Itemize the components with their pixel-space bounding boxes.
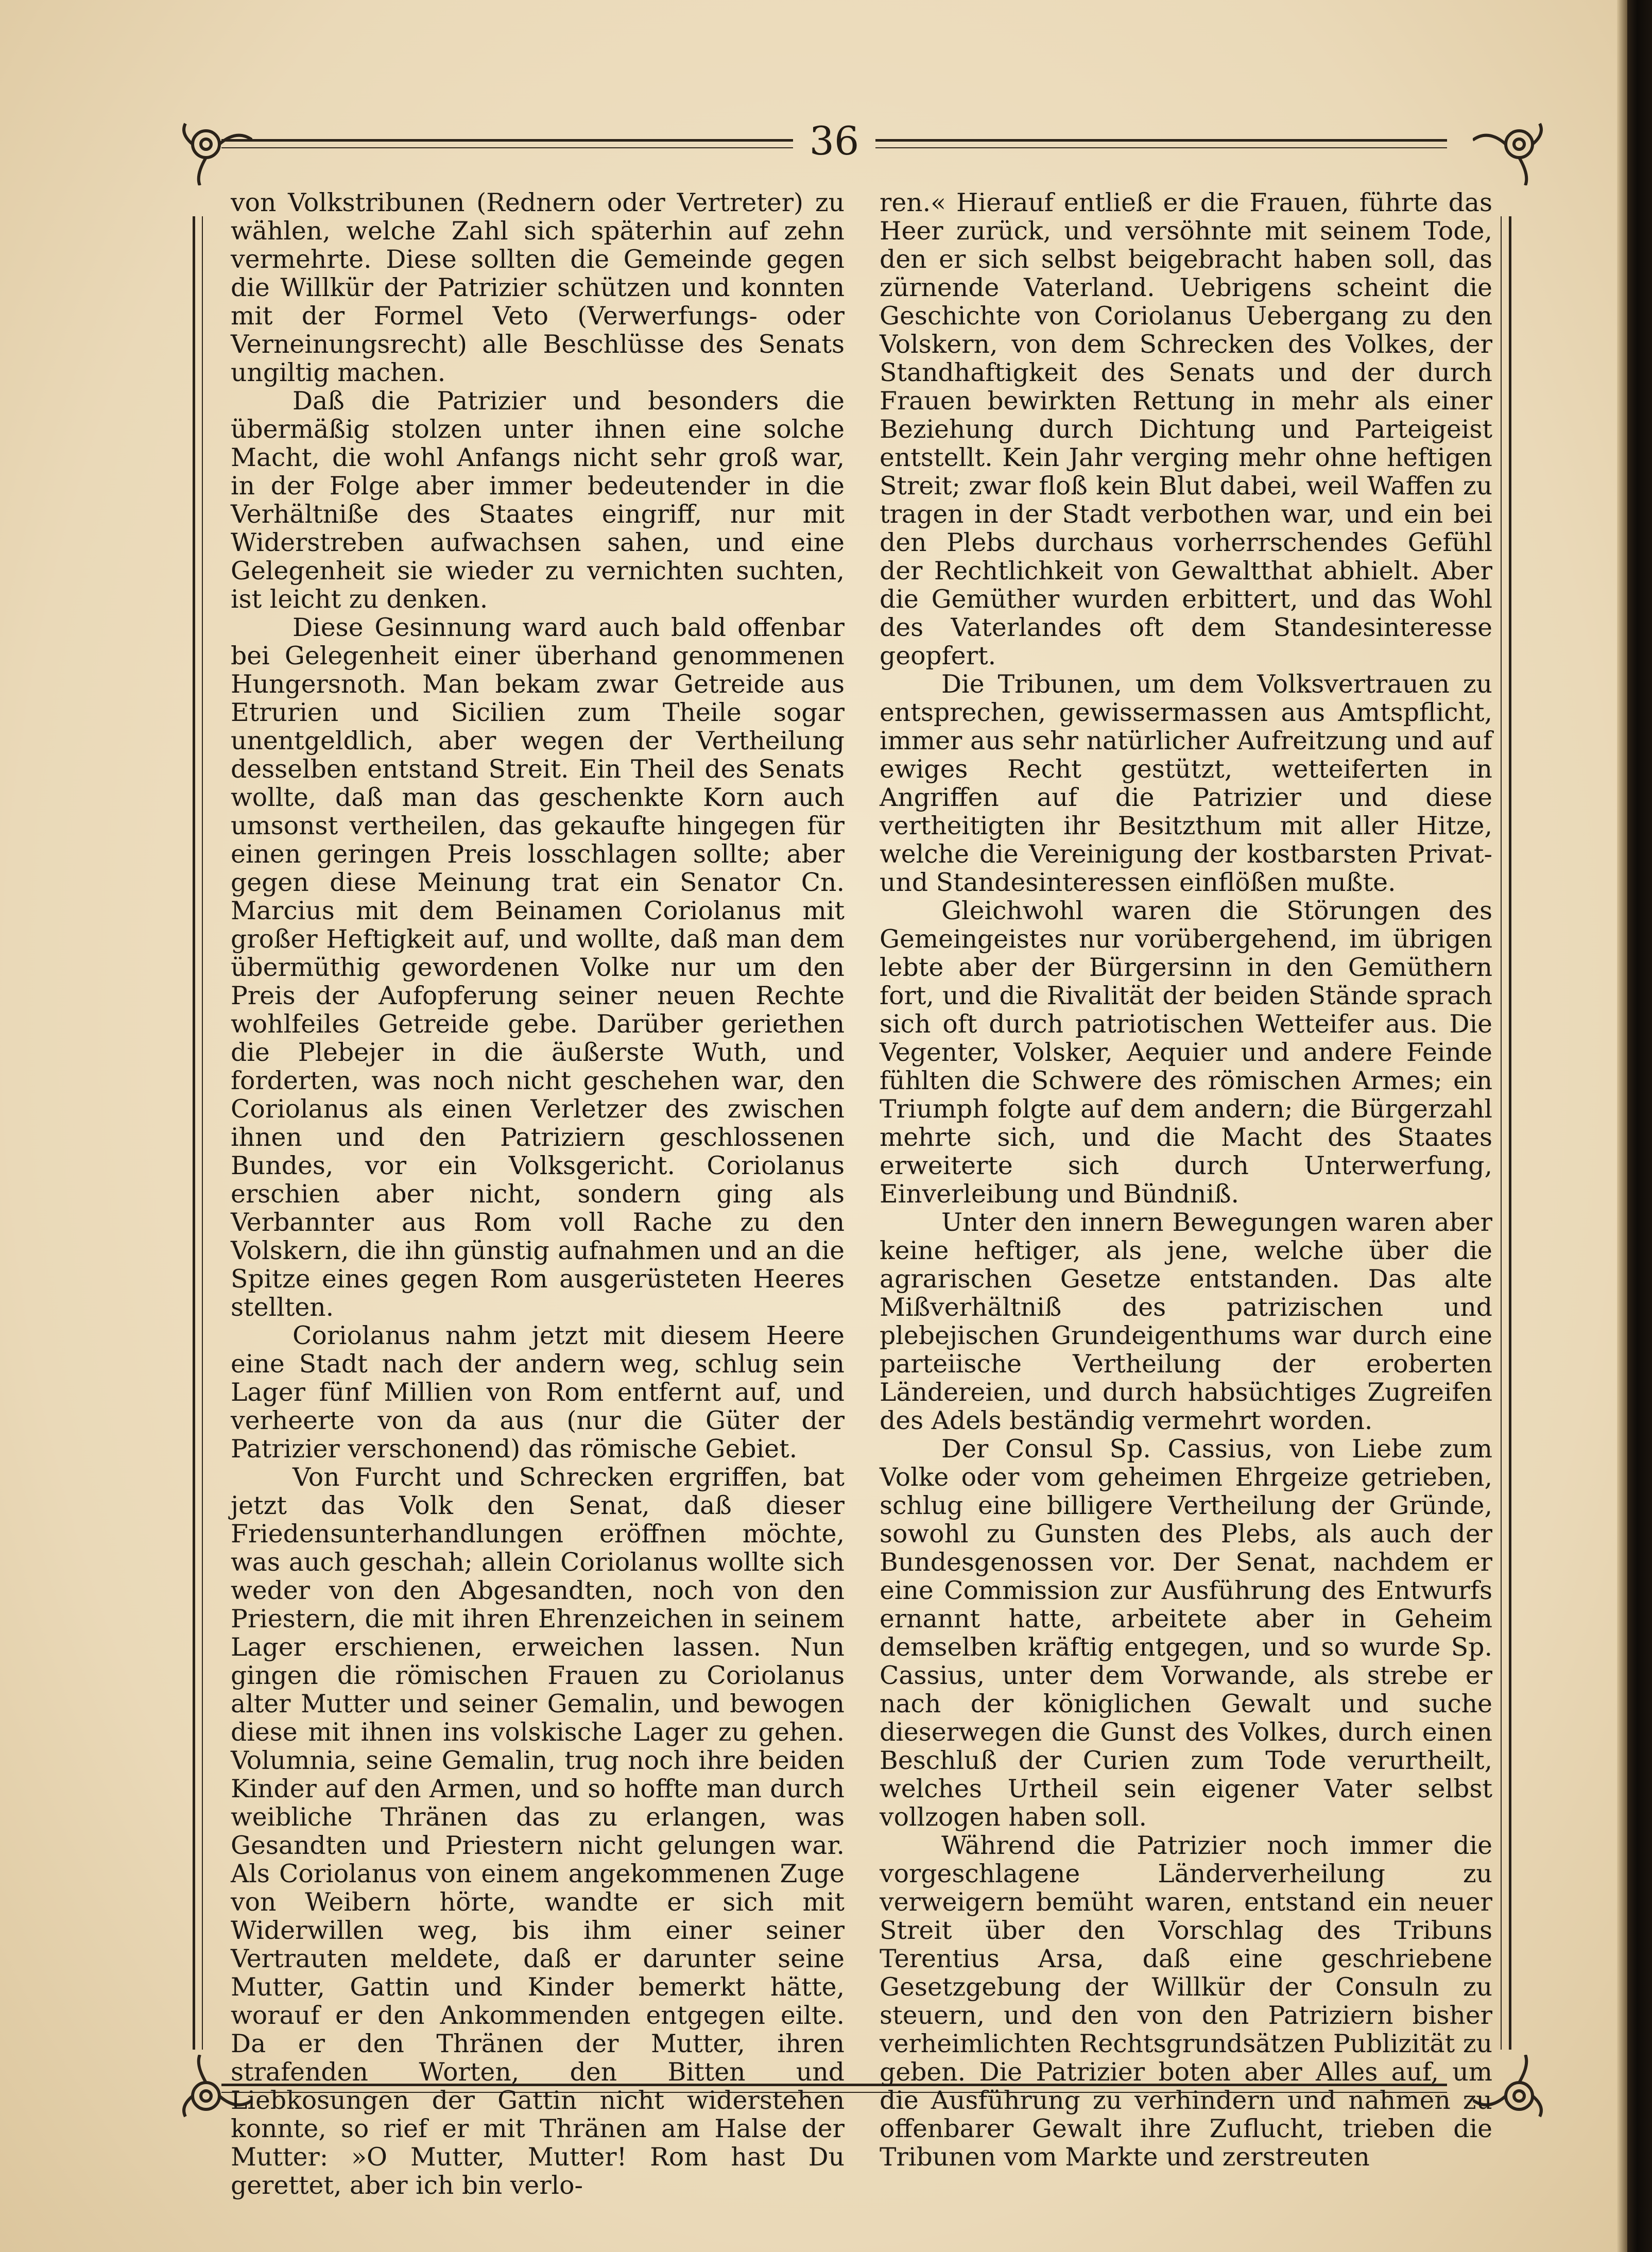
paragraph: Während die Patrizier noch immer die vorgeschlagene Länderverheilung zu verweigern bemüht waren, entstand ein neuer Streit über den Vorschlag des Tribuns Terentius Arsa, daß eine geschriebene Gesetzgebung der Willkür der Consuln zu steuern, und den von den Patriziern bisher verheimlichten Rechtsgrundsätzen Publizität zu geben. Die Patrizier boten aber Alles auf, um die Ausführung zu verhindern und nahmen zu offenbarer Gewalt ihre Zuflucht, trieben die Tribunen vom Markte und zerstreuten xyxy=(880,1831,1492,2172)
paragraph: Gleichwohl waren die Störungen des Gemeingeistes nur vorübergehend, im übrigen lebte aber der Bürgersinn in den Gemüthern fort, und die Rivalität der beiden Stände sprach sich oft durch patriotischen Wetteifer aus. Die Vegenter, Volsker, Aequier und andere Feinde fühlten die Schwere des römischen Armes; ein Triumph folgte auf dem andern; die Bürgerzahl mehrte sich, und die Macht des Staates erweiterte sich durch Unterwerfung, Einverleibung und Bündniß. xyxy=(880,896,1492,1209)
left-rule xyxy=(193,216,195,2050)
page-number: 36 xyxy=(809,118,859,164)
right-rule-thin xyxy=(1501,216,1502,2050)
paragraph: ren.« Hierauf entließ er die Frauen, führte das Heer zurück, und versöhnte mit seinem Tode, den er sich selbst beigebracht haben soll, das zürnende Vaterland. Uebrigens scheint die Geschichte von Coriolanus Uebergang zu den Volskern, von dem Schrecken des Volkes, der Standhaftigkeit des Senats und der durch Frauen bewirkten Rettung in mehr als einer Beziehung durch Dichtung und Parteigeist entstellt. Kein Jahr verging mehr ohne heftigen Streit; zwar floß kein Blut dabei, weil Waffen zu tragen in der Stadt verbothen war, und ein bei den Plebs durchaus vorherrschendes Gefühl der Rechtlichkeit von Gewaltthat abhielt. Aber die Gemüther wurden erbittert, und das Wohl des Vaterlandes oft dem Standesinteresse geopfert. xyxy=(880,188,1492,671)
paragraph: von Volkstribunen (Rednern oder Vertreter) zu wählen, welche Zahl sich späterhin auf zehn vermehrte. Diese sollten die Gemeinde gegen die Willkür der Patrizier schützen und konnten mit der Formel Veto (Verwerfungs- oder Verneinungsrecht) alle Beschlüsse des Senats ungiltig machen. xyxy=(231,188,845,387)
paragraph: Von Furcht und Schrecken ergriffen, bat jetzt das Volk den Senat, daß dieser Friedensunterhandlungen eröffnen möchte, was auch geschah; allein Coriolanus wollte sich weder von den Abgesandten, noch von den Priestern, die mit ihren Ehrenzeichen in seinem Lager erschienen, erweichen lassen. Nun gingen die römischen Frauen zu Coriolanus alter Mutter und seiner Gemalin, und bewogen diese mit ihnen ins volskische Lager zu gehen. Volumnia, seine Gemalin, trug noch ihre beiden Kinder auf den Armen, und so hoffte man durch weibliche Thränen das zu erlangen, was Gesandten und Priestern nicht gelungen war. Als Coriolanus von einem angekommenen Zuge von Weibern hörte, wandte er sich mit Widerwillen weg, bis ihm einer seiner Vertrauten meldete, daß er darunter seine Mutter, Gattin und Kinder bemerkt hätte, worauf er den Ankommenden entgegen eilte. Da er den Thränen der Mutter, ihren strafenden Worten, den Bitten und Liebkosungen der Gattin nicht widerstehen konnte, so rief er mit Thränen am Halse der Mutter: »O Mutter, Mutter! Rom hast Du gerettet, aber ich bin verlo- xyxy=(231,1463,845,2200)
top-rule-right-thin xyxy=(875,147,1447,148)
paragraph: Die Tribunen, um dem Volksvertrauen zu entsprechen, gewissermassen aus Amtspflicht, immer aus sehr natürlicher Aufreitzung und auf ewiges Recht gestützt, wetteiferten in Angriffen auf die Patrizier und diese vertheitigten ihr Besitzthum mit aller Hitze, welche die Vereinigung der kostbarsten Privat- und Standesinteressen einflößen mußte. xyxy=(880,669,1492,897)
corner-ornament-top-left-icon xyxy=(175,108,252,185)
page-edge-shadow xyxy=(1617,0,1627,2252)
paragraph: Daß die Patrizier und besonders die übermäßig stolzen unter ihnen eine solche Macht, die wohl Anfangs nicht sehr groß war, in der Folge aber immer bedeutender in die Verhältniße des Staates eingriff, nur mit Widerstreben aufwachsen sahen, und eine Gelegenheit sie wieder zu vernichten suchten, ist leicht zu denken. xyxy=(231,386,845,614)
paragraph: Coriolanus nahm jetzt mit diesem Heere eine Stadt nach der andern weg, schlug sein Lager fünf Millien von Rom entfernt auf, und verheerte von da aus (nur die Güter der Patrizier verschonend) das römische Gebiet. xyxy=(231,1321,845,1464)
left-column xyxy=(231,188,845,2199)
top-rule-left-thin xyxy=(221,147,793,148)
paragraph: Unter den innern Bewegungen waren aber keine heftiger, als jene, welche über die agrarischen Gesetze entstanden. Das alte Mißverhältniß des patrizischen und plebejischen Grundeigenthums war durch eine parteiische Vertheilung der eroberten Ländereien, und durch habsüchtiges Zugreifen des Adels beständig vermehrt worden. xyxy=(880,1208,1492,1435)
corner-ornament-top-right-icon xyxy=(1473,108,1550,185)
paragraph: Der Consul Sp. Cassius, von Liebe zum Volke oder vom geheimen Ehrgeize getrieben, schlug eine billigere Vertheilung der Gründe, sowohl zu Gunsten des Plebs, als auch der Bundesgenossen vor. Der Senat, nachdem er eine Commission zur Ausführung des Entwurfs ernannt hatte, arbeitete aber in Geheim demselben kräftig entgegen, und so wurde Sp. Cassius, unter dem Vorwande, als strebe er nach der königlichen Gewalt und suche dieserwegen die Gunst des Volkes, durch einen Beschluß der Curien zum Tode verurtheilt, welches Urtheil sein eigener Vater selbst vollzogen haben soll. xyxy=(880,1434,1492,1832)
left-rule-thin xyxy=(202,216,203,2050)
top-rule-right xyxy=(875,139,1447,142)
top-rule-left xyxy=(221,139,793,142)
right-column xyxy=(880,188,1492,2171)
right-rule xyxy=(1509,216,1511,2050)
book-binding-edge xyxy=(1627,0,1652,2252)
paragraph: Diese Gesinnung ward auch bald offenbar bei Gelegenheit einer überhand genommenen Hungersnoth. Man bekam zwar Getreide aus Etrurien und Sicilien zum Theile sogar unentgeldlich, aber wegen der Vertheilung desselben entstand Streit. Ein Theil des Senats wollte, daß man das geschenkte Korn auch umsonst vertheilen, das gekaufte hingegen für einen geringen Preis losschlagen sollte; aber gegen diese Meinung trat ein Senator Cn. Marcius mit dem Beinamen Coriolanus mit großer Heftigkeit auf, und wollte, daß man dem übermüthig gewordenen Volke nur um den Preis der Aufopferung seiner neuen Rechte wohlfeiles Getreide gebe. Darüber geriethen die Plebejer in die äußerste Wuth, und forderten, was noch nicht geschehen war, den Coriolanus als einen Verletzer des zwischen ihnen und den Patriziern geschlossenen Bundes, vor ein Volksgericht. Coriolanus erschien aber nicht, sondern ging als Verbannter aus Rom voll Rache zu den Volskern, die ihn günstig aufnahmen und an die Spitze eines gegen Rom ausgerüsteten Heeres stellten. xyxy=(231,613,845,1322)
